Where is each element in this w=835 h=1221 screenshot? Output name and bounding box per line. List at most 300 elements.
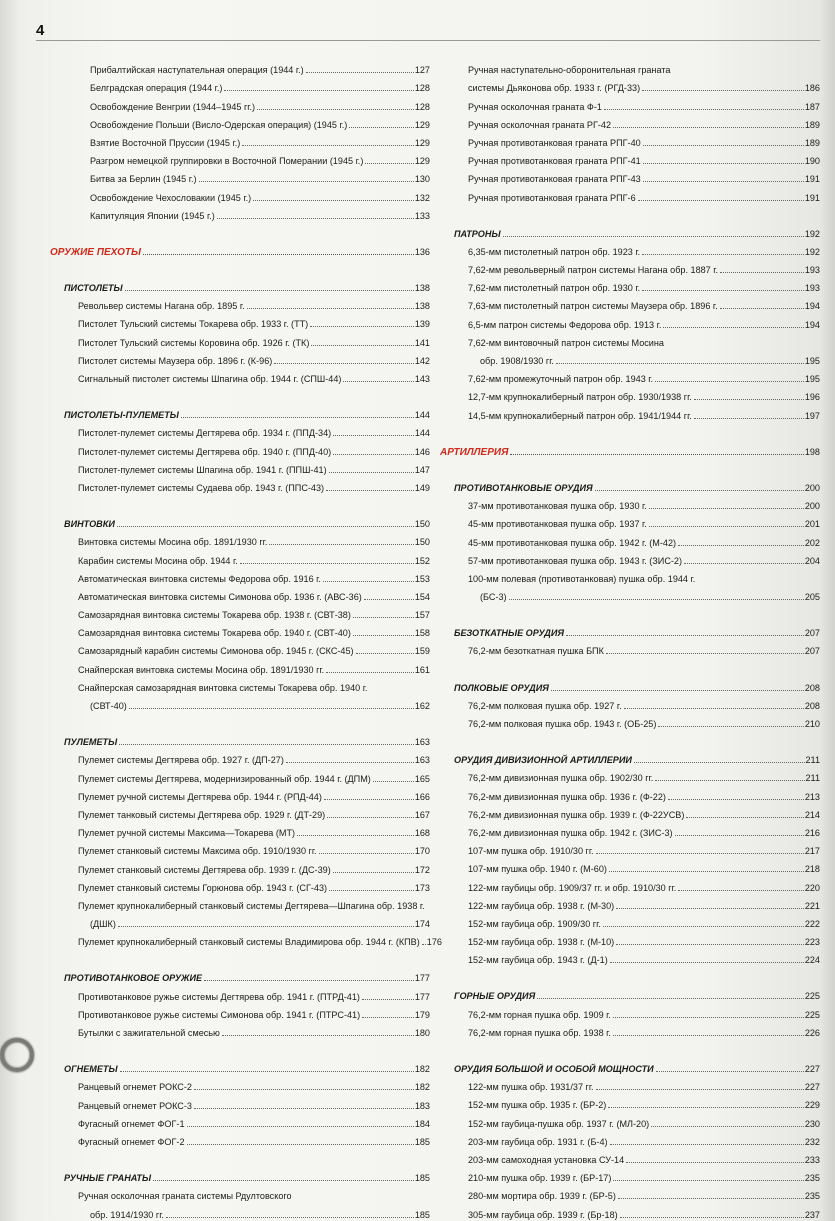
- dot-leader: [649, 508, 804, 509]
- dot-leader: [720, 308, 804, 309]
- toc-page-number: 193: [804, 265, 820, 276]
- toc-entry-title: ПОЛКОВЫЕ ОРУДИЯ: [454, 682, 549, 693]
- toc-entry-title: Сигнальный пистолет системы Шпагина обр. 1944 г. (СПШ-44): [78, 374, 342, 384]
- toc-entry-title: Пулемет станковый системы Дегтярева обр. 1939 г. (ДС-39): [78, 864, 331, 875]
- toc-entry: [50, 1003, 430, 1021]
- toc-section-heading: [50, 730, 430, 748]
- toc-page-number: 196: [804, 392, 820, 403]
- toc-entry-title: Снайперская винтовка системы Мосина обр. 1891/1930 гг.: [78, 664, 325, 675]
- toc-entry-title: Взятие Восточной Пруссии (1945 г.): [90, 137, 241, 148]
- toc-entry-title: РУЧНЫЕ ГРАНАТЫ: [64, 1173, 152, 1184]
- toc-section-heading: [440, 222, 820, 240]
- toc-page-number: 142: [414, 355, 430, 366]
- toc-entry: [50, 330, 430, 348]
- toc-entry-title: 45-мм противотанковая пушка обр. 1942 г. (М-42): [468, 537, 677, 548]
- toc-page-number: 201: [804, 519, 820, 530]
- toc-page-number: 144: [414, 428, 430, 439]
- toc-entry: [440, 857, 820, 875]
- dot-leader: [373, 781, 414, 782]
- toc-entry: [440, 1093, 820, 1111]
- section-gap: [50, 948, 430, 966]
- dot-leader: [297, 835, 414, 836]
- toc-page-number: 161: [414, 664, 430, 675]
- toc-page-number: 146: [414, 446, 430, 457]
- toc-section-heading: [440, 984, 820, 1002]
- toc-entry: [440, 1021, 820, 1039]
- dot-leader: [240, 563, 414, 564]
- toc-entry-title: ПРОТИВОТАНКОВЫЕ ОРУДИЯ: [454, 482, 593, 493]
- toc-entry: [440, 1130, 820, 1148]
- toc-entry-title: БЕЗОТКАТНЫЕ ОРУДИЯ: [454, 628, 565, 639]
- toc-section-heading: [440, 476, 820, 494]
- toc-entry-title: Ручная противотанковая граната РПГ-41: [468, 156, 641, 167]
- toc-page-number: 198: [804, 446, 820, 457]
- dot-leader: [606, 653, 804, 654]
- toc-page-number: 226: [804, 1027, 820, 1038]
- dot-leader: [604, 109, 804, 110]
- dot-leader: [720, 272, 804, 273]
- section-gap: [50, 1039, 430, 1057]
- toc-entry-title: 152-мм гаубица-пушка обр. 1937 г. (МЛ-20): [468, 1118, 650, 1129]
- toc-entry: [50, 131, 430, 149]
- toc-entry-title: (БС-3): [480, 592, 507, 603]
- toc-entry-title: Ручная противотанковая граната РПГ-43: [468, 174, 641, 185]
- toc-entry-title: 152-мм гаубица обр. 1943 г. (Д-1): [468, 955, 608, 966]
- toc-entry-title: Автоматическая винтовка системы Симонова обр. 1936 г. (АВС-36): [78, 591, 362, 602]
- toc-entry-title: Пистолет Тульский системы Коровина обр. 1926 г. (ТК): [78, 337, 310, 348]
- toc-page-number: 207: [804, 646, 820, 657]
- dot-leader: [333, 454, 414, 455]
- dot-leader: [329, 472, 414, 473]
- toc-entry-title: 203-мм самоходная установка СУ-14: [468, 1154, 625, 1165]
- toc-entry-title: 107-мм пушка обр. 1940 г. (М-60): [468, 864, 607, 875]
- toc-entry-title: Противотанковое ружье системы Симонова обр. 1941 г. (ПТРС-41): [78, 1009, 361, 1020]
- toc-section-heading: [440, 675, 820, 693]
- dot-leader: [356, 653, 414, 654]
- dot-leader: [642, 290, 804, 291]
- section-gap: [440, 603, 820, 621]
- toc-entry-title: 7,63-мм пистолетный патрон системы Маузера обр. 1896 г.: [468, 301, 718, 312]
- dot-leader: [153, 1180, 414, 1181]
- dot-leader: [596, 1089, 804, 1090]
- toc-page-number: 205: [804, 592, 820, 603]
- dot-leader: [620, 1217, 804, 1218]
- toc-entry-title: 76,2-мм дивизионная пушка обр. 1942 г. (ЗИС-3): [468, 827, 673, 838]
- toc-entry: [440, 240, 820, 258]
- toc-section-heading: [50, 276, 430, 294]
- section-gap: [50, 1148, 430, 1166]
- toc-page-number: 208: [804, 682, 820, 693]
- toc-entry-title: АРТИЛЛЕРИЯ: [440, 446, 509, 458]
- dot-leader: [349, 127, 414, 128]
- toc-page-number: 176: [426, 937, 442, 948]
- dot-leader: [353, 635, 414, 636]
- section-gap: [50, 494, 430, 512]
- toc-entry: [50, 984, 430, 1002]
- toc-page-number: 204: [804, 555, 820, 566]
- toc-entry: [50, 204, 430, 222]
- toc-entry-title: Пистолет-пулемет системы Шпагина обр. 1941 г. (ППШ-41): [78, 464, 327, 475]
- toc-entry-title: ВИНТОВКИ: [64, 519, 115, 530]
- toc-entry-title: 37-мм противотанковая пушка обр. 1930 г.: [468, 501, 647, 512]
- toc-entry: [50, 439, 430, 457]
- dot-leader: [362, 1017, 414, 1018]
- toc-page-number: 163: [414, 755, 430, 766]
- toc-entry: [440, 167, 820, 185]
- dot-leader: [311, 345, 413, 346]
- toc-page-number: 224: [804, 955, 820, 966]
- toc-entry-title: 14,5-мм крупнокалиберный патрон обр. 1941/1944 гг.: [468, 410, 692, 421]
- toc-page-number: 138: [414, 301, 430, 312]
- toc-entry-title: 7,62-мм пистолетный патрон обр. 1930 г.: [468, 283, 641, 294]
- toc-page-number: 222: [804, 918, 820, 929]
- toc-entry-title: Пистолет Тульский системы Токарева обр. 1933 г. (ТТ): [78, 319, 309, 330]
- toc-page-number: 163: [414, 737, 430, 748]
- toc-entry-title: Противотанковое ружье системы Дегтярева обр. 1941 г. (ПТРД-41): [78, 991, 360, 1002]
- toc-entry: [50, 185, 430, 203]
- toc-page-number: 225: [804, 1009, 820, 1020]
- toc-entry-title: 76,2-мм дивизионная пушка обр. 1936 г. (Ф-22): [468, 791, 666, 802]
- toc-page-number: 150: [414, 537, 430, 548]
- toc-page-number: 192: [804, 246, 820, 257]
- toc-entry-title: Прибалтийская наступательная операция (1944 г.): [90, 65, 304, 76]
- toc-entry: [50, 567, 430, 585]
- toc-entry: [440, 766, 820, 784]
- toc-page-number: 162: [414, 701, 430, 711]
- toc-page-number: 191: [804, 192, 820, 203]
- toc-page-number: 189: [804, 137, 820, 148]
- toc-page-number: 211: [805, 755, 820, 766]
- dot-leader: [694, 418, 804, 419]
- toc-page-number: 168: [414, 828, 430, 839]
- toc-part-heading: [440, 440, 820, 458]
- toc-entry: [440, 1202, 820, 1220]
- toc-entry-title: Освобождение Польши (Висло-Одерская операция) (1945 г.): [90, 119, 348, 130]
- toc-entry-title: 57-мм противотанковая пушка обр. 1943 г. (ЗИС-2): [468, 555, 683, 566]
- dot-leader: [362, 999, 414, 1000]
- dot-leader: [638, 200, 804, 201]
- toc-entry-title: 76,2-мм горная пушка обр. 1938 г.: [468, 1027, 611, 1038]
- toc-entry: [440, 258, 820, 276]
- toc-page-number: 214: [804, 809, 820, 820]
- toc-entry: [440, 349, 820, 367]
- dot-leader: [616, 908, 804, 909]
- toc-entry-title: 12,7-мм крупнокалиберный патрон обр. 1930/1938 гг.: [468, 392, 692, 403]
- toc-entry-title: Самозарядный карабин системы Симонова обр. 1945 г. (СКС-45): [78, 646, 354, 657]
- toc-page-number: 210: [804, 719, 820, 729]
- toc-entry-title: 122-мм гаубицы обр. 1909/37 гг. и обр. 1910/30 гг.: [468, 882, 677, 893]
- toc-page-number: 227: [804, 1064, 820, 1074]
- dot-leader: [624, 708, 804, 709]
- toc-entry: [50, 1093, 430, 1111]
- toc-page-number: 185: [414, 1136, 430, 1147]
- dot-leader: [686, 817, 803, 818]
- toc-entry-title: 76,2-мм горная пушка обр. 1909 г.: [468, 1009, 611, 1020]
- section-gap: [440, 730, 820, 748]
- dot-leader: [199, 181, 414, 182]
- toc-entry: [50, 1202, 430, 1220]
- toc-entry-title: 76,2-мм полковая пушка обр. 1943 г. (ОБ-25): [468, 719, 657, 729]
- toc-entry-title: Пулемет крупнокалиберный станковый системы Дегтярева—Шпагина обр. 1938 г.: [78, 900, 425, 911]
- toc-entry-title: Фугасный огнемет ФОГ-1: [78, 1118, 185, 1129]
- toc-entry-title: 45-мм противотанковая пушка обр. 1937 г.: [468, 519, 647, 530]
- section-gap: [440, 458, 820, 476]
- toc-entry: [50, 58, 430, 76]
- toc-page-number: 133: [414, 210, 430, 221]
- toc-page-number: 144: [414, 410, 430, 421]
- toc-entry: [50, 113, 430, 131]
- toc-entry-title: 152-мм гаубица обр. 1938 г. (М-10): [468, 937, 615, 948]
- toc-entry-title: Самозарядная винтовка системы Токарева обр. 1940 г. (СВТ-40): [78, 628, 351, 639]
- toc-entry-title: ПРОТИВОТАНКОВОЕ ОРУЖИЕ: [64, 973, 203, 984]
- toc-page-number: 177: [414, 973, 430, 984]
- toc-entry: [50, 694, 430, 712]
- toc-entry-title: 6,5-мм патрон системы Федорова обр. 1913 г.: [468, 319, 662, 330]
- dot-leader: [286, 762, 414, 763]
- toc-entry-title: (СВТ-40): [90, 701, 127, 711]
- dot-leader: [596, 853, 804, 854]
- dot-leader: [242, 145, 414, 146]
- toc-entry-title: Капитуляция Японии (1945 г.): [90, 210, 215, 221]
- toc-entry-title: ПУЛЕМЕТЫ: [64, 737, 118, 748]
- toc-entry-title: 152-мм гаубица обр. 1909/30 гг.: [468, 918, 601, 929]
- dot-leader: [365, 163, 413, 164]
- toc-page-number: 173: [414, 882, 430, 893]
- dot-leader: [327, 817, 414, 818]
- toc-page-number: 182: [414, 1064, 430, 1075]
- toc-page-number: 225: [804, 991, 820, 1002]
- toc-page-number: 220: [804, 882, 820, 893]
- dot-leader: [643, 181, 804, 182]
- toc-page-number: 139: [414, 319, 430, 330]
- toc-entry: [440, 294, 820, 312]
- dot-leader: [684, 563, 804, 564]
- toc-entry-title: Винтовка системы Мосина обр. 1891/1930 гг.: [78, 537, 268, 548]
- dot-leader: [343, 381, 413, 382]
- toc-entry: [50, 149, 430, 167]
- toc-page-number: 213: [804, 791, 820, 802]
- toc-section-heading: [440, 1057, 820, 1075]
- toc-page-number: 194: [804, 319, 820, 330]
- toc-page-number: 223: [804, 937, 820, 948]
- toc-page-number: 191: [804, 174, 820, 185]
- toc-page-number: 158: [414, 628, 430, 639]
- toc-entry-title: Пистолет системы Маузера обр. 1896 г. (К-96): [78, 355, 273, 366]
- dot-leader: [626, 1162, 804, 1163]
- toc-entry: [50, 294, 430, 312]
- toc-entry: [440, 875, 820, 893]
- toc-entry: [440, 784, 820, 802]
- dot-leader: [595, 490, 804, 491]
- toc-entry-title: Самозарядная винтовка системы Токарева обр. 1938 г. (СВТ-38): [78, 610, 351, 621]
- header-rule: [36, 40, 820, 41]
- toc-entry: [440, 1002, 820, 1020]
- dot-leader: [663, 327, 803, 328]
- dot-leader: [187, 1144, 414, 1145]
- dot-leader: [642, 90, 804, 91]
- dot-leader: [556, 363, 804, 364]
- toc-page-number: 130: [414, 174, 430, 185]
- toc-entry-title: ОРУЖИЕ ПЕХОТЫ: [50, 246, 142, 258]
- toc-entry: [440, 512, 820, 530]
- toc-entry: [440, 276, 820, 294]
- toc-entry: [440, 94, 820, 112]
- toc-entry: [440, 930, 820, 948]
- toc-page-number: 150: [414, 519, 430, 530]
- toc-entry: [50, 803, 430, 821]
- dot-leader: [333, 435, 414, 436]
- toc-entry: [50, 657, 430, 675]
- page-number: 4: [36, 22, 45, 39]
- toc-entry: [50, 930, 442, 948]
- toc-entry: [440, 113, 820, 131]
- dot-leader: [642, 254, 804, 255]
- dot-leader: [129, 708, 414, 709]
- dot-leader: [537, 998, 804, 999]
- toc-page-number: 174: [414, 919, 430, 930]
- toc-entry: [440, 712, 820, 730]
- toc-page-number: 202: [804, 537, 820, 548]
- toc-entry-title: 100-мм полевая (противотанковая) пушка обр. 1944 г.: [468, 573, 696, 584]
- toc-entry-title: 76,2-мм полковая пушка обр. 1927 г.: [468, 700, 622, 711]
- toc-page-number: 153: [414, 573, 430, 584]
- toc-entry: [50, 912, 430, 930]
- toc-entry: [50, 1112, 430, 1130]
- dot-leader: [329, 890, 414, 891]
- dot-leader: [247, 308, 414, 309]
- toc-entry-title: Ручная противотанковая граната РПГ-40: [468, 137, 641, 148]
- toc-page-number: 237: [804, 1209, 820, 1220]
- dot-leader: [181, 417, 414, 418]
- toc-entry: [50, 476, 430, 494]
- dot-leader: [566, 635, 804, 636]
- dot-leader: [655, 381, 804, 382]
- toc-page-number: 193: [804, 283, 820, 294]
- toc-entry: [50, 785, 430, 803]
- dot-leader: [204, 980, 414, 981]
- toc-page-number: 152: [414, 555, 430, 566]
- dot-leader: [120, 1071, 414, 1072]
- toc-page-number: 128: [414, 101, 430, 112]
- toc-entry: [50, 621, 430, 639]
- toc-page-number: 227: [804, 1082, 820, 1093]
- toc-entry-title: 6,35-мм пистолетный патрон обр. 1923 г.: [468, 246, 641, 257]
- toc-page-number: 229: [804, 1100, 820, 1111]
- toc-entry: [440, 585, 820, 603]
- dot-leader: [675, 835, 804, 836]
- dot-leader: [509, 599, 804, 600]
- toc-page-number: 128: [414, 83, 430, 94]
- toc-entry-title: Бутылки с зажигательной смесью: [78, 1028, 220, 1038]
- toc-section-heading: [50, 512, 430, 530]
- toc-entry: [440, 839, 820, 857]
- toc-page-number: 189: [804, 119, 820, 130]
- toc-entry: [440, 894, 820, 912]
- dot-leader: [658, 726, 803, 727]
- toc-entry-title: 7,62-мм промежуточный патрон обр. 1943 г.: [468, 374, 654, 385]
- toc-entry: [50, 1130, 430, 1148]
- toc-page-number: 192: [804, 228, 820, 239]
- toc-page-number: 195: [804, 356, 820, 366]
- toc-section-heading: [50, 1057, 430, 1075]
- toc-entry-title: ПИСТОЛЕТЫ-ПУЛЕМЕТЫ: [64, 410, 179, 421]
- toc-left-column: [50, 58, 442, 1221]
- toc-entry-title: ПАТРОНЫ: [454, 228, 501, 239]
- toc-page-number: 157: [414, 610, 430, 621]
- dot-leader: [333, 872, 414, 873]
- toc-entry-title: Ручная осколочная граната Ф-1: [468, 101, 602, 112]
- dot-leader: [616, 944, 804, 945]
- toc-section-heading: [50, 966, 430, 984]
- toc-entry-title: Битва за Берлин (1945 г.): [90, 174, 197, 185]
- dot-leader: [217, 218, 414, 219]
- toc-page-number: 167: [414, 809, 430, 820]
- toc-entry: [50, 458, 430, 476]
- toc-entry: [440, 403, 820, 421]
- toc-entry: [440, 185, 820, 203]
- dot-leader: [257, 109, 414, 110]
- dot-leader: [117, 526, 414, 527]
- dot-leader: [678, 890, 804, 891]
- toc-page-number: 195: [804, 374, 820, 385]
- dot-leader: [643, 145, 804, 146]
- toc-page-number: 235: [804, 1191, 820, 1202]
- toc-page-number: 184: [414, 1118, 430, 1129]
- toc-page-number: 180: [414, 1028, 430, 1038]
- toc-entry-title: ГОРНЫЕ ОРУДИЯ: [454, 991, 536, 1002]
- dot-leader: [326, 490, 414, 491]
- toc-entry-title: ПИСТОЛЕТЫ: [64, 283, 123, 294]
- toc-page-number: 190: [804, 156, 820, 167]
- toc-entry-title: 7,62-мм винтовочный патрон системы Мосина: [468, 337, 664, 348]
- section-gap: [50, 222, 430, 240]
- toc-right-column: [440, 58, 820, 1221]
- toc-page-number: 132: [414, 192, 430, 203]
- toc-page-number: 154: [414, 591, 430, 602]
- dot-leader: [609, 871, 804, 872]
- toc-page-number: 185: [414, 1209, 430, 1220]
- dot-leader: [222, 1035, 414, 1036]
- dot-leader: [655, 780, 804, 781]
- dot-leader: [610, 1144, 804, 1145]
- toc-page-number: 165: [414, 773, 430, 784]
- toc-entry-title: Ранцевый огнемет РОКС-3: [78, 1100, 192, 1111]
- toc-entry-title: Разгром немецкой группировки в Восточной Померании (1945 г.): [90, 156, 364, 167]
- toc-page-number: 127: [414, 65, 430, 76]
- toc-page-number: 194: [804, 301, 820, 312]
- dot-leader: [310, 326, 414, 327]
- toc-entry-title: Пулемет системы Дегтярева, модернизированный обр. 1944 г. (ДПМ): [78, 773, 371, 784]
- toc-entry-title: Револьвер системы Нагана обр. 1895 г.: [78, 301, 245, 312]
- toc-entry: [440, 385, 820, 403]
- dot-leader: [651, 1126, 804, 1127]
- dot-leader: [364, 599, 414, 600]
- toc-section-heading: [440, 748, 820, 766]
- toc-entry-title: Ранцевый огнемет РОКС-2: [78, 1082, 192, 1093]
- toc-entry-title: 203-мм гаубица обр. 1931 г. (Б-4): [468, 1136, 608, 1147]
- toc-entry: [440, 1075, 820, 1093]
- toc-page-number: 149: [414, 482, 430, 493]
- dot-leader: [323, 581, 414, 582]
- toc-entry-title: Пулемет системы Дегтярева обр. 1927 г. (ДП-27): [78, 755, 284, 766]
- toc-entry-title: Пулемет ручной системы Максима—Токарева (МТ): [78, 828, 296, 839]
- toc-page-number: 182: [414, 1082, 430, 1093]
- toc-entry-title: Пистолет-пулемет системы Дегтярева обр. 1934 г. (ППД-34): [78, 428, 332, 439]
- toc-entry: [440, 948, 820, 966]
- toc-page-number: 235: [804, 1173, 820, 1184]
- toc-entry-title: системы Дьяконова обр. 1933 г. (РГД-33): [468, 83, 641, 94]
- toc-entry: [440, 149, 820, 167]
